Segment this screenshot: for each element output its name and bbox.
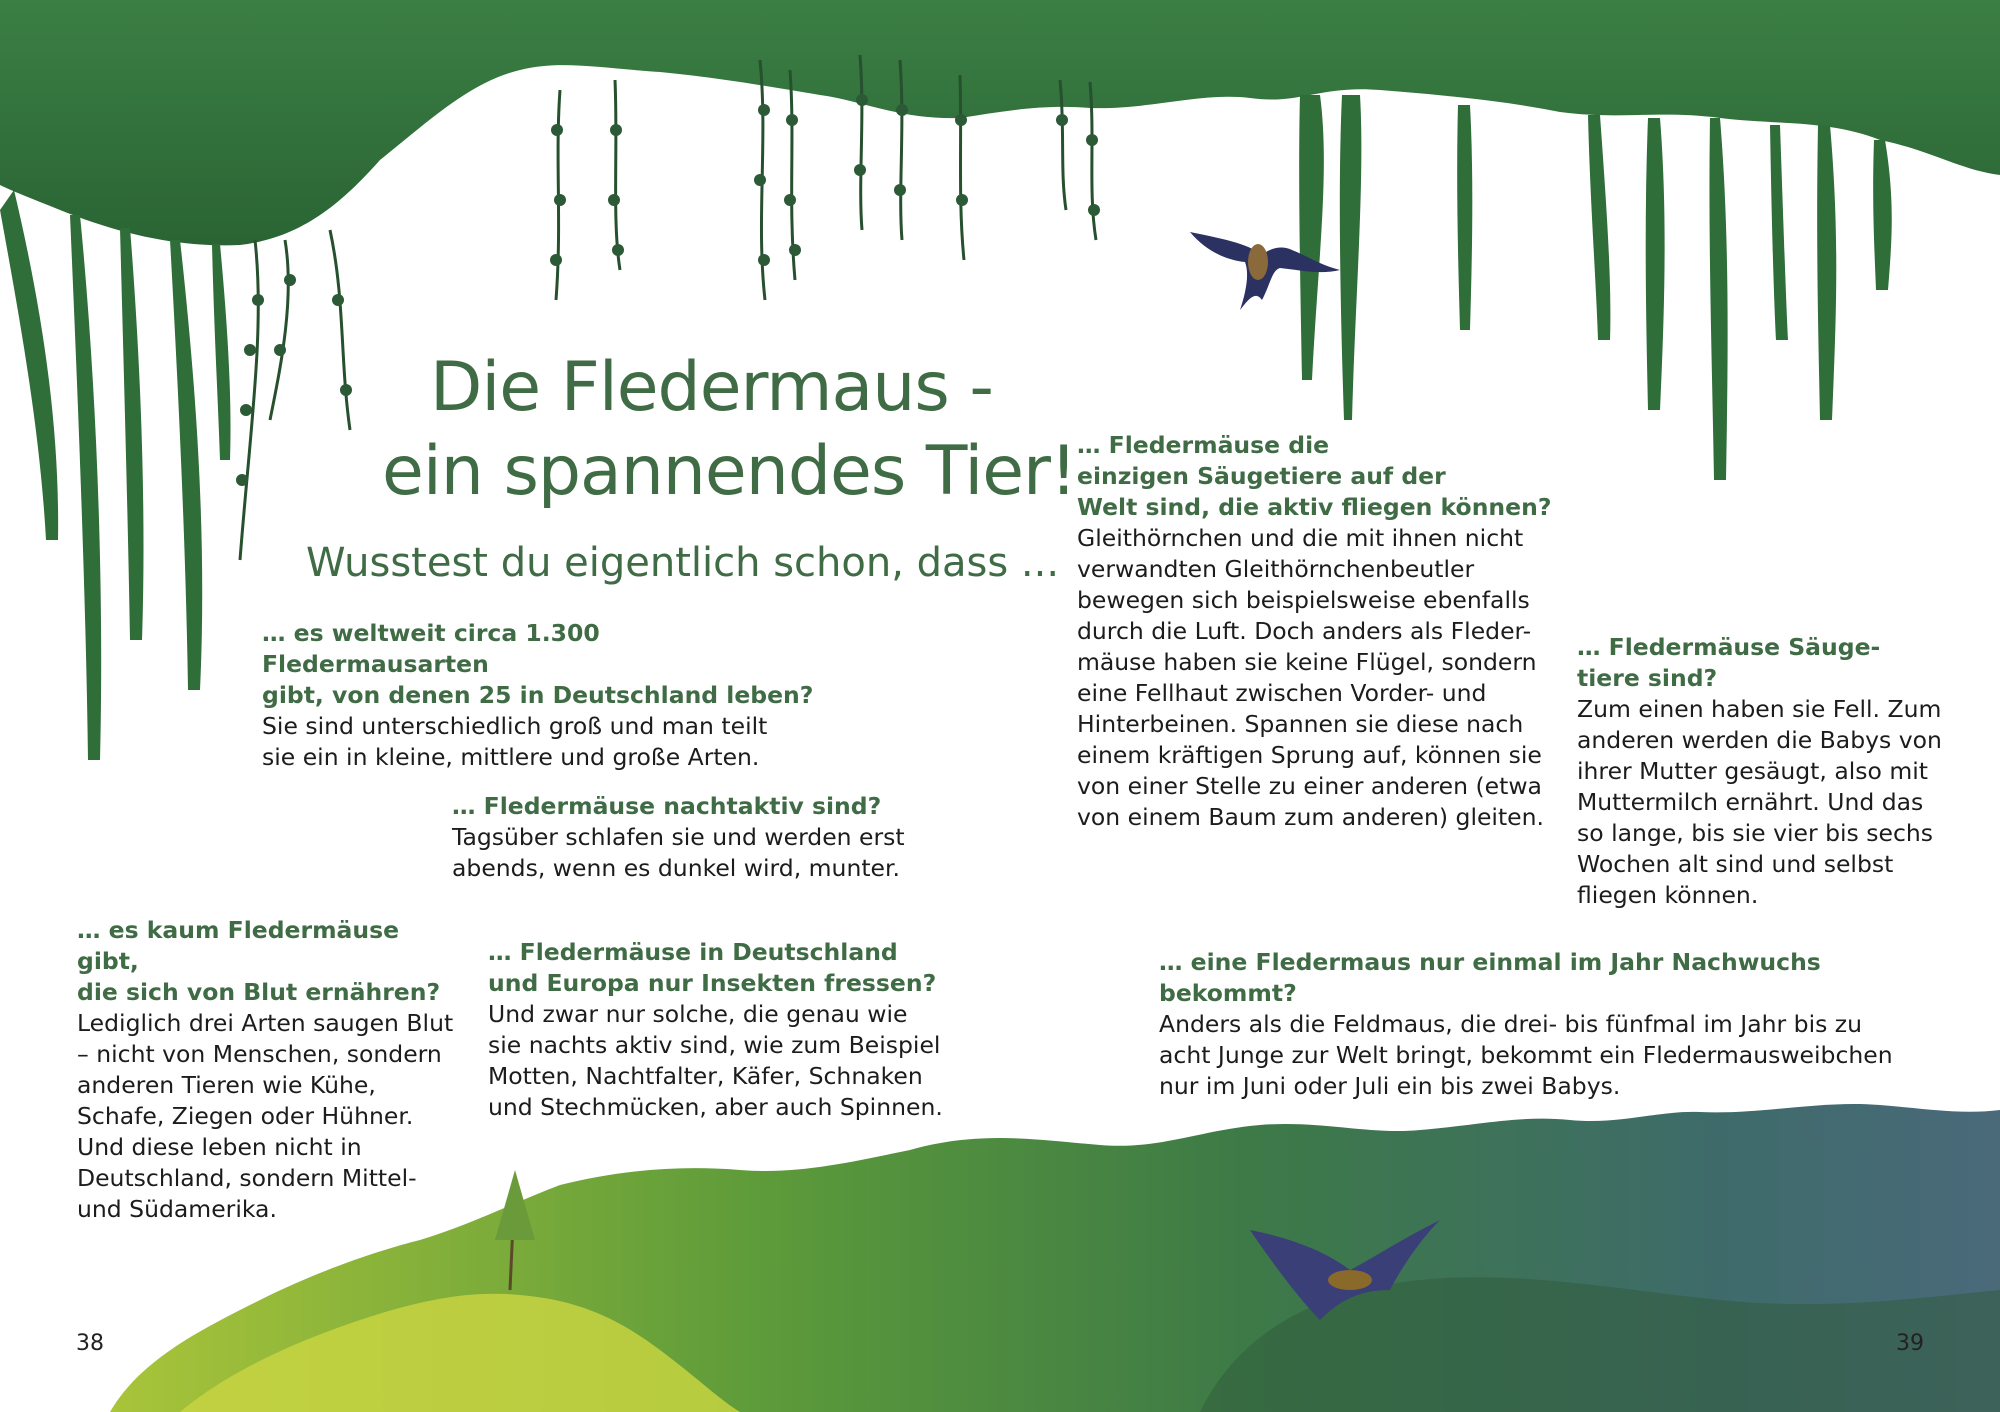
canopy-drip: [70, 215, 101, 760]
fact-block-insects: [488, 937, 948, 1123]
canopy-drip: [1299, 95, 1324, 380]
canopy-drip: [170, 240, 202, 690]
subtitle: Wusstest du eigentlich schon, dass ...: [306, 540, 1060, 586]
canopy-drip: [1709, 118, 1727, 480]
fact-answer: Zum einen haben sie Fell. Zum anderen werden die Babys von ihrer Mutter gesäugt, also mit Muttermilch ernährt. Und das so lange, bis sie vier bis sechs Wochen alt sind und selbst fliegen können.: [1577, 695, 1942, 909]
canopy-drip: [212, 244, 231, 460]
fact-question: … Fledermäuse Säuge- tiere sind?: [1577, 633, 1881, 692]
fact-block-blood: [77, 915, 457, 1225]
fact-answer: Anders als die Feldmaus, die drei- bis fünfmal im Jahr bis zu acht Junge zur Welt bringt, bekommt ein Fledermausweibchen nur im Juni oder Juli ein bis zwei Babys.: [1159, 1010, 1893, 1100]
canopy-drip: [1588, 115, 1610, 340]
fact-question: … es weltweit circa 1.300 Fledermausarten gibt, von denen 25 in Deutschland leben?: [262, 619, 814, 709]
fact-question: … es kaum Fledermäuse gibt, die sich von Blut ernähren?: [77, 916, 441, 1006]
fact-question: … Fledermäuse nachtaktiv sind?: [452, 792, 882, 820]
fact-block-offspring: [1159, 947, 1959, 1102]
title-line-2: ein spannendes Tier!: [382, 432, 1077, 511]
canopy-shape: [0, 0, 2000, 245]
fact-answer: Und zwar nur solche, die genau wie sie nachts aktiv sind, wie zum Beispiel Motten, Nachtfalter, Käfer, Schnaken und Stechmücken, aber auch Spinnen.: [488, 1000, 943, 1121]
canopy-drip: [120, 228, 144, 640]
canopy-drip: [1646, 118, 1665, 410]
canopy-drip: [1770, 125, 1788, 340]
fact-question: … Fledermäuse in Deutschland und Europa nur Insekten fressen?: [488, 938, 937, 997]
fact-question: … eine Fledermaus nur einmal im Jahr Nachwuchs bekommt?: [1159, 948, 1821, 1007]
fact-answer: Tagsüber schlafen sie und werden erst abends, wenn es dunkel wird, munter.: [452, 823, 905, 882]
fact-answer: Lediglich drei Arten saugen Blut – nicht von Menschen, sondern anderen Tieren wie Kühe, Schafe, Ziegen oder Hühner. Und diese leben nicht in Deutschland, sondern Mittel- und Südamerika.: [77, 1009, 454, 1223]
canopy-drip: [1340, 95, 1362, 420]
title-line-1: Die Fledermaus -: [430, 348, 993, 427]
page-number-right: 39: [1896, 1331, 1924, 1356]
fact-block-species: [262, 618, 822, 773]
fact-block-mammals: [1577, 632, 1957, 911]
canopy-drip: [1817, 125, 1836, 420]
page-number-left: 38: [76, 1331, 104, 1356]
canopy-drip: [0, 190, 58, 540]
fact-answer: Gleithörnchen und die mit ihnen nicht verwandten Gleithörnchenbeutler bewegen sich beispielsweise ebenfalls durch die Luft. Doch anders als Fleder- mäuse haben sie keine Flügel, sondern eine Fellhaut zwischen Vorder- und Hinterbeinen. Spannen sie diese nach einem kräftigen Sprung auf, können sie von einer Stelle zu einer anderen (etwa von einem Baum zum anderen) gleiten.: [1077, 524, 1544, 831]
fact-block-nocturnal: [452, 791, 922, 884]
fact-block-flying: [1077, 430, 1557, 833]
canopy-drip: [1457, 105, 1472, 330]
canopy-drip: [1873, 140, 1892, 290]
fact-question: … Fledermäuse die einzigen Säugetiere auf der Welt sind, die aktiv fliegen können?: [1077, 431, 1552, 521]
fact-answer: Sie sind unterschiedlich groß und man teilt sie ein in kleine, mittlere und große Arten.: [262, 712, 768, 771]
